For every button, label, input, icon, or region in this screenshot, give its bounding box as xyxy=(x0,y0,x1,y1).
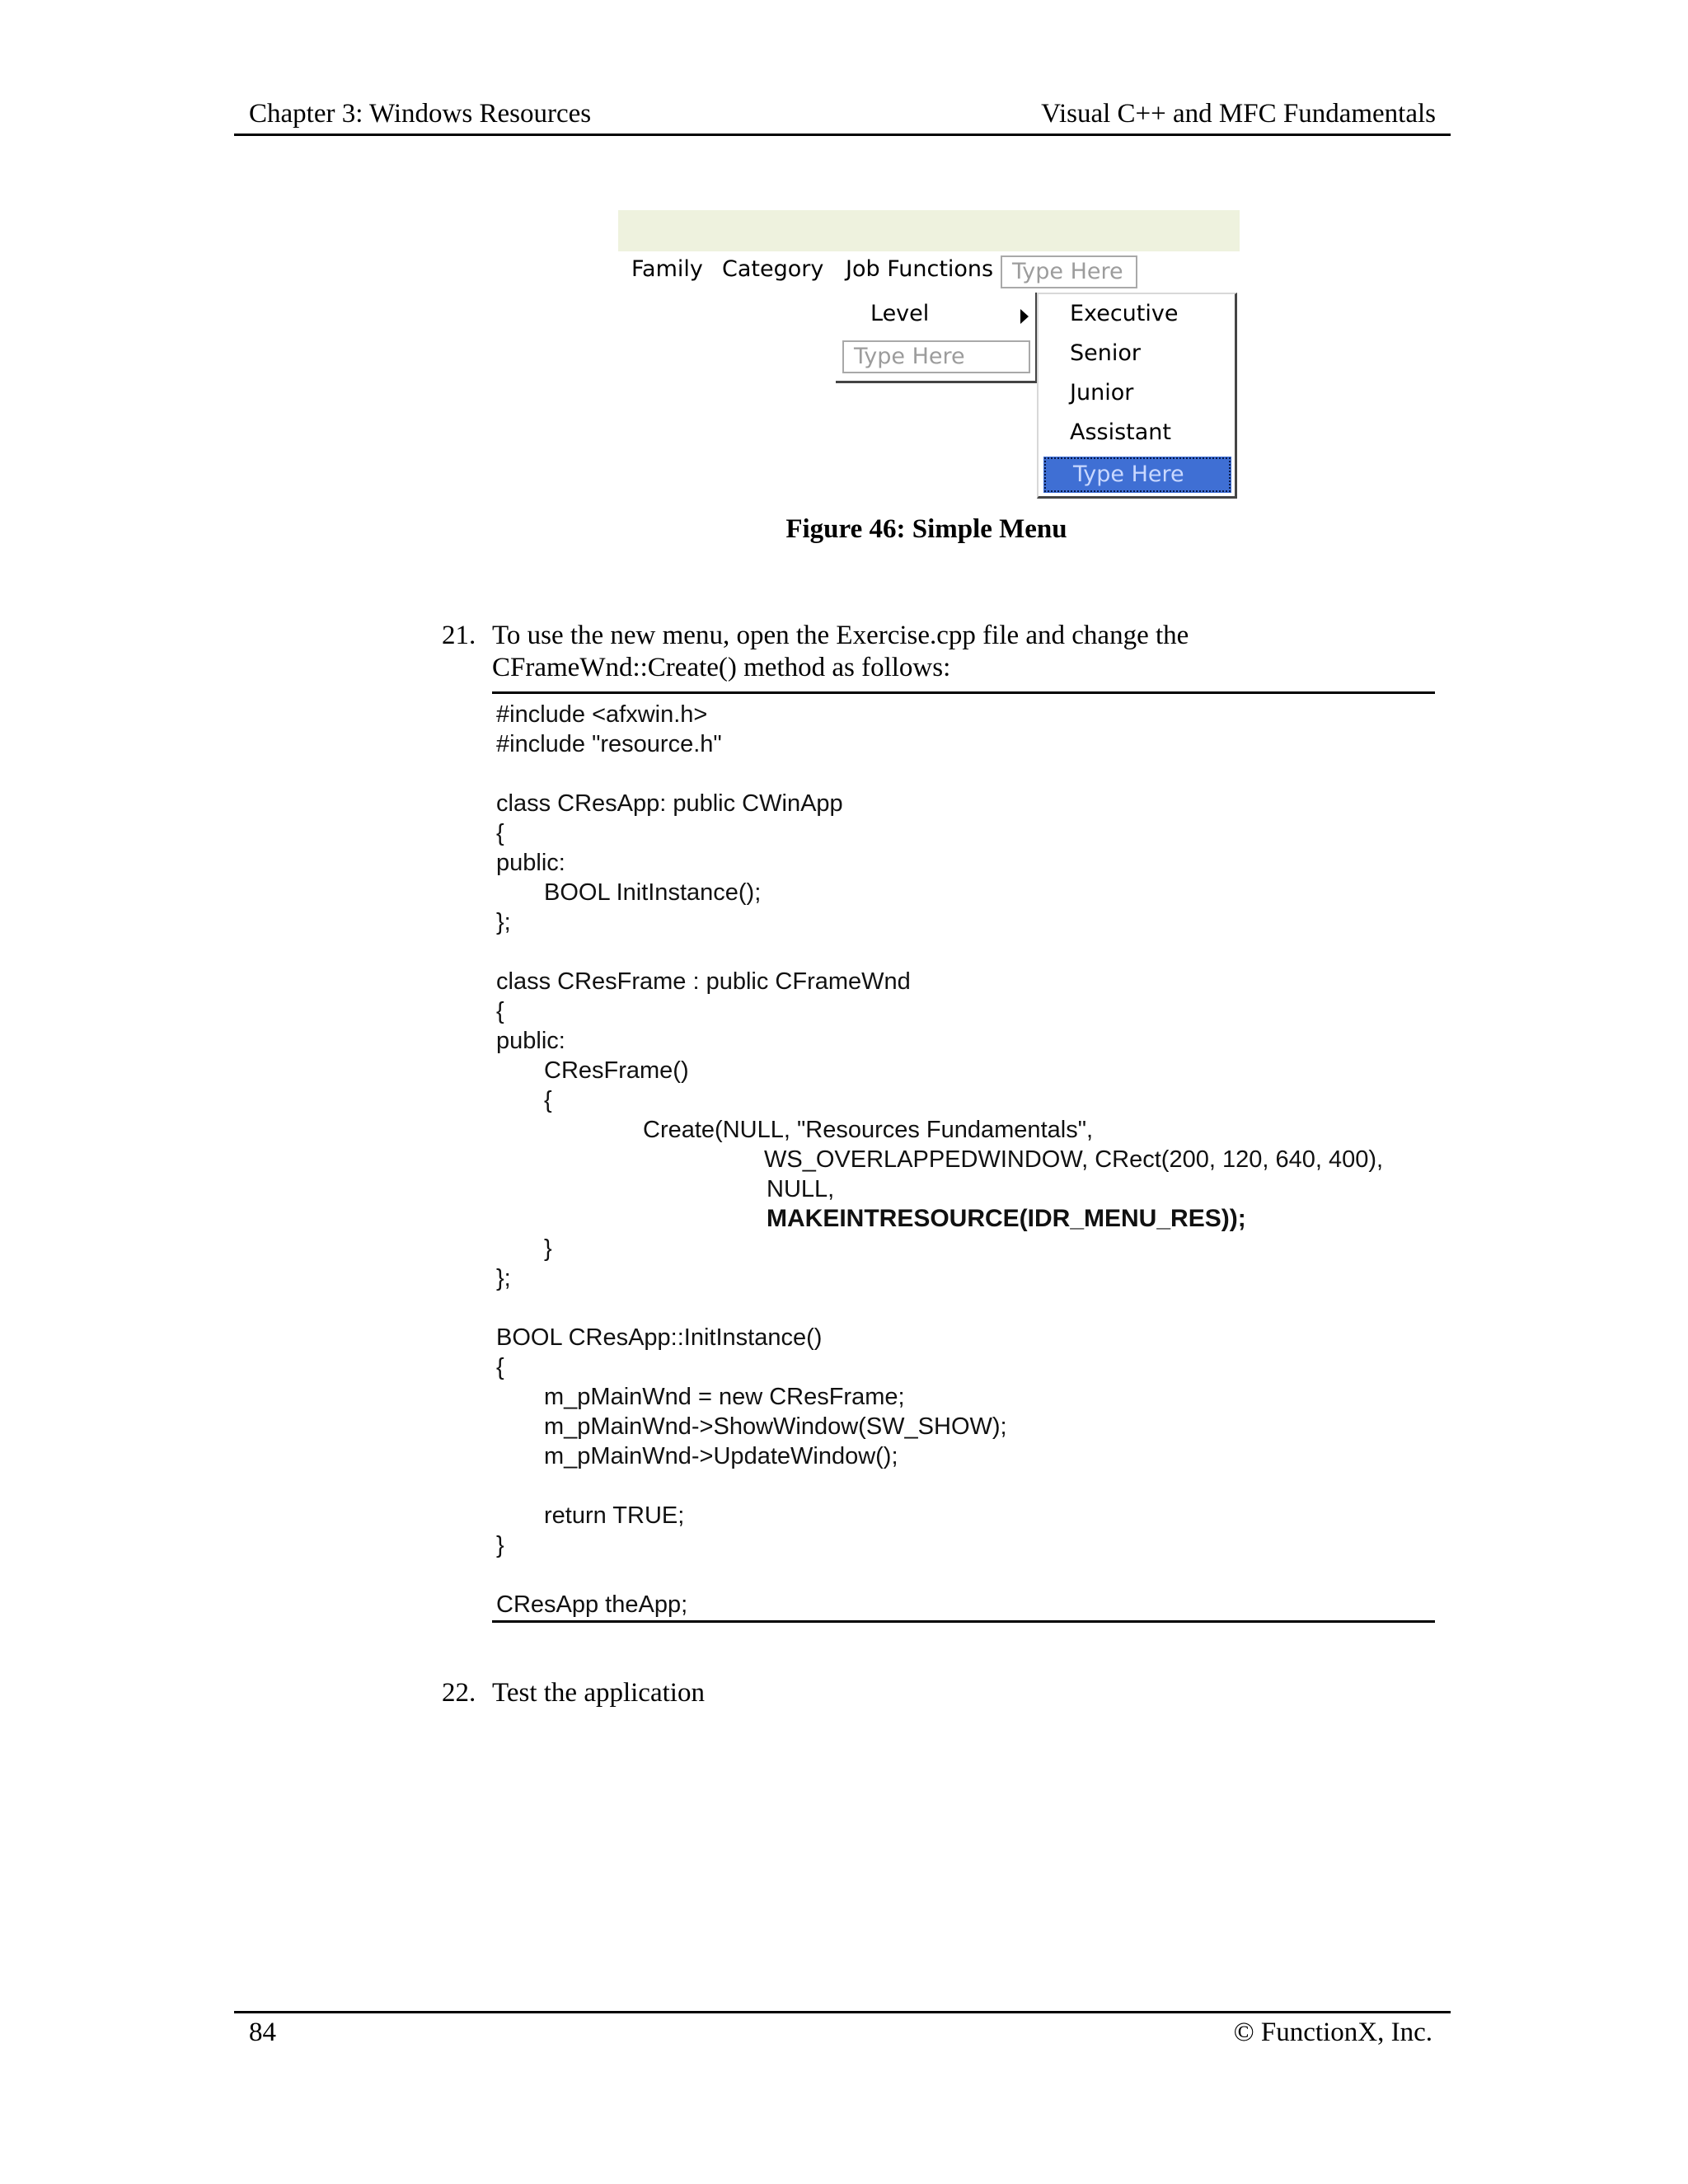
chapter-title: Chapter 3: Windows Resources xyxy=(249,99,592,129)
menu-item-executive[interactable]: Executive xyxy=(1070,301,1179,326)
step-text xyxy=(492,620,1481,684)
footer-rule xyxy=(234,2011,1451,2013)
book-title: Visual C++ and MFC Fundamentals xyxy=(1041,99,1436,129)
job-functions-dropdown xyxy=(836,293,1037,383)
copyright: © FunctionX, Inc. xyxy=(1233,2018,1432,2047)
dropdown-type-here[interactable]: Type Here xyxy=(842,340,1030,373)
submenu-arrow-icon xyxy=(1020,309,1029,324)
code-line: Create(NULL, "Resources Fundamentals", xyxy=(643,1117,1094,1143)
menu-item-senior[interactable]: Senior xyxy=(1070,340,1141,366)
code-line: }; xyxy=(496,909,511,935)
code-line: } xyxy=(496,1532,504,1558)
code-line: { xyxy=(496,1354,504,1380)
submenu-type-here-selected[interactable]: Type Here xyxy=(1043,457,1231,493)
code-line: public: xyxy=(496,1028,565,1054)
code-line: { xyxy=(544,1087,552,1113)
code-line: return TRUE; xyxy=(544,1502,685,1529)
code-line: BOOL CResApp::InitInstance() xyxy=(496,1324,823,1351)
code-line: #include "resource.h" xyxy=(496,731,722,757)
code-line: BOOL InitInstance(); xyxy=(544,879,762,906)
step-text: Test the application xyxy=(492,1678,705,1708)
code-line: NULL, xyxy=(767,1176,835,1202)
figure-caption: Figure 46: Simple Menu xyxy=(785,514,1067,544)
code-listing xyxy=(492,691,1435,1623)
step-number: 21. xyxy=(442,621,476,650)
code-line: class CResFrame : public CFrameWnd xyxy=(496,968,911,995)
menu-family[interactable]: Family xyxy=(631,256,703,282)
level-submenu xyxy=(1037,293,1237,499)
step-number: 22. xyxy=(442,1678,476,1708)
code-line: CResFrame() xyxy=(544,1057,689,1084)
code-line: m_pMainWnd = new CResFrame; xyxy=(544,1384,905,1410)
code-line: class CResApp: public CWinApp xyxy=(496,790,843,817)
code-line: public: xyxy=(496,850,565,876)
code-line: }; xyxy=(496,1265,511,1291)
menu-bar-type-here[interactable]: Type Here xyxy=(1001,255,1137,288)
code-line: { xyxy=(496,998,504,1024)
code-line: WS_OVERLAPPEDWINDOW, CRect(200, 120, 640, 400), xyxy=(764,1146,1384,1173)
step-text-line-1: To use the new menu, open the Exercise.cpp file and change the xyxy=(492,621,1189,650)
menu-item-junior[interactable]: Junior xyxy=(1070,380,1134,405)
code-line: { xyxy=(496,820,504,846)
menu-figure xyxy=(618,210,1245,507)
menu-item-assistant[interactable]: Assistant xyxy=(1070,419,1172,445)
page-header xyxy=(234,97,1451,136)
code-line-highlighted: MAKEINTRESOURCE(IDR_MENU_RES)); xyxy=(767,1205,1246,1232)
menu-job-functions[interactable]: Job Functions xyxy=(846,256,994,282)
code-line: CResApp theApp; xyxy=(496,1591,688,1618)
code-line: #include <afxwin.h> xyxy=(496,701,708,728)
code-line: m_pMainWnd->ShowWindow(SW_SHOW); xyxy=(544,1413,1007,1440)
page-number: 84 xyxy=(249,2018,276,2047)
menu-item-level[interactable]: Level xyxy=(870,301,930,326)
code-line: } xyxy=(544,1235,552,1262)
menu-category[interactable]: Category xyxy=(722,256,824,282)
menu-bar-background xyxy=(618,210,1240,251)
step-text-line-2: CFrameWnd::Create() method as follows: xyxy=(492,653,951,682)
code-line: m_pMainWnd->UpdateWindow(); xyxy=(544,1443,898,1469)
